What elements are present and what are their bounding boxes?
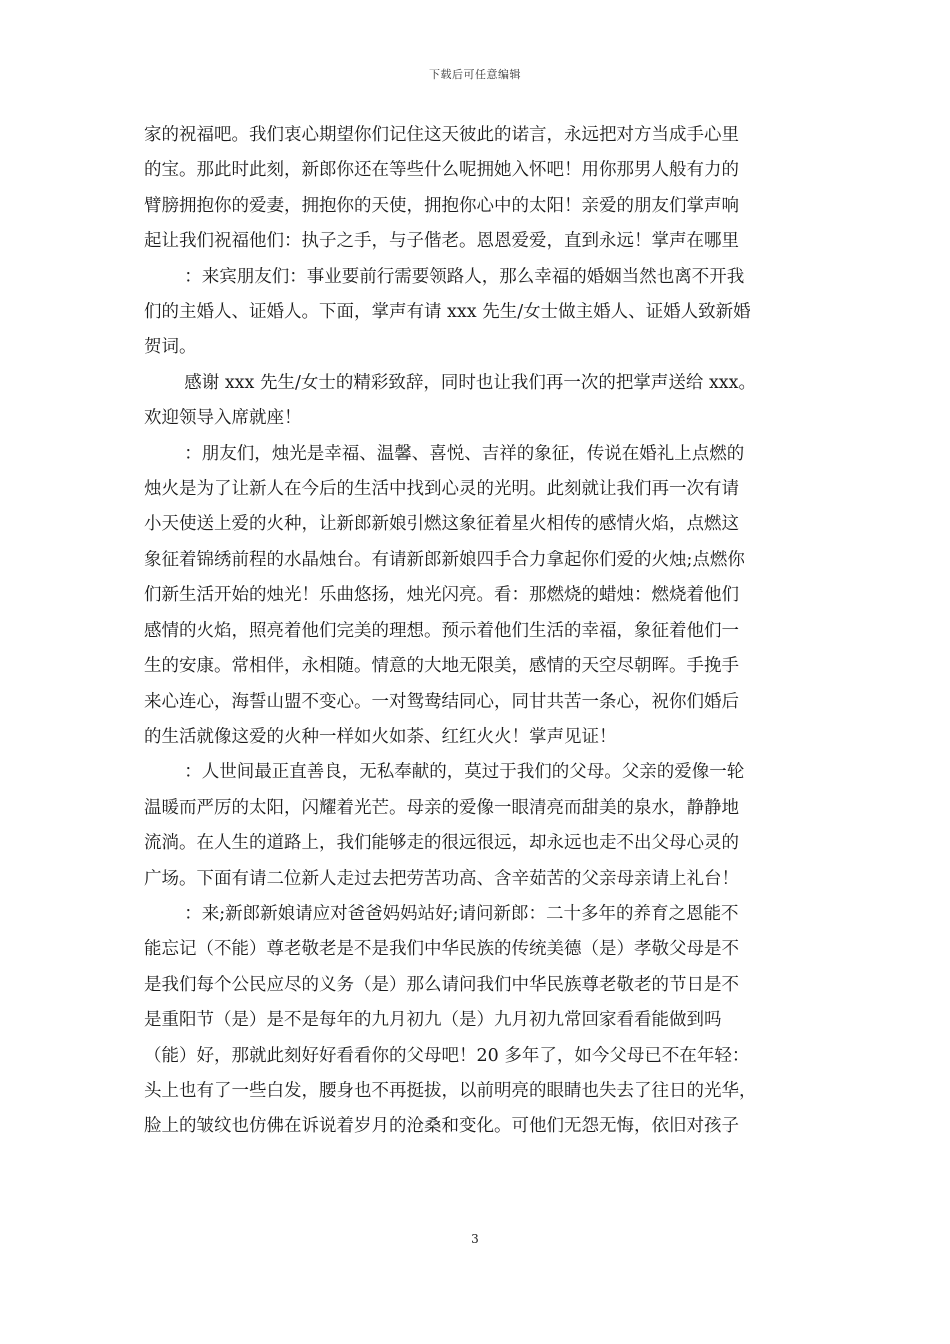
text-line: 起让我们祝福他们：执子之手，与子偕老。恩恩爱爱，直到永远！掌声在哪里 [144,231,739,252]
text-line: 脸上的皱纹也仿佛在诉说着岁月的沧桑和变化。可他们无怨无悔，依旧对孩子 [144,1116,739,1137]
text-line: 是重阳节（是）是不是每年的九月初九（是）九月初九常回家看看能做到吗 [144,1010,722,1031]
text-line: 温暖而严厉的太阳，闪耀着光芒。母亲的爱像一眼清亮而甜美的泉水，静静地 [144,797,739,818]
paragraph [144,366,812,437]
text-line: ：人世间最正直善良，无私奉献的，莫过于我们的父母。父亲的爱像一轮 [184,762,745,783]
text-line: 的生活就像这爱的火种一样如火如荼、红红火火！掌声见证！ [144,726,617,747]
text-line: 来心连心，海誓山盟不变心。一对鸳鸯结同心，同甘共苦一条心，祝你们婚后 [144,691,739,712]
text-line: 烛火是为了让新人在今后的生活中找到心灵的光明。此刻就让我们再一次有请 [144,479,739,500]
text-line: 感谢 xxx 先生/女士的精彩致辞，同时也让我们再一次的把掌声送给 xxx。 [184,372,757,393]
text-line: 小天使送上爱的火种，让新郎新娘引燃这象征着星火相传的感情火焰，点燃这 [144,514,739,535]
paragraph [144,897,812,1145]
text-line: 们新生活开始的烛光！乐曲悠扬，烛光闪亮。看：那燃烧的蜡烛：燃烧着他们 [144,585,739,606]
text-line: 欢迎领导入席就座！ [144,408,302,429]
text-line: 流淌。在人生的道路上，我们能够走的很远很远，却永远也走不出父母心灵的 [144,833,739,854]
text-line: 生的安康。常相伴，永相随。情意的大地无限美，感情的天空尽朝晖。手挽手 [144,656,739,677]
text-line: 广场。下面有请二位新人走过去把劳苦功高、含辛茹苦的父亲母亲请上礼台！ [144,868,739,889]
text-line: 象征着锦绣前程的水晶烛台。有请新郎新娘四手合力拿起你们爱的火烛;点燃你 [144,549,745,570]
text-line: 臂膀拥抱你的爱妻，拥抱你的天使，拥抱你心中的太阳！亲爱的朋友们掌声响 [144,195,739,216]
text-line: （能）好，那就此刻好好看看你的父母吧！20 多年了，如今父母已不在年轻： [144,1045,750,1066]
page-header: 下载后可任意编辑 [429,68,521,81]
text-line: 是我们每个公民应尽的义务（是）那么请问我们中华民族尊老敬老的节日是不 [144,974,739,995]
text-line: ：来;新郎新娘请应对爸爸妈妈站好;请问新郎：二十多年的养育之恩能不 [184,903,739,924]
text-line: 家的祝福吧。我们衷心期望你们记住这天彼此的诺言，永远把对方当成手心里 [144,125,739,145]
paragraph [144,437,812,756]
text-line: 贺词。 [144,337,197,358]
text-line: 们的主婚人、证婚人。下面，掌声有请 xxx 先生/女士做主婚人、证婚人致新婚 [144,302,751,323]
paragraph [144,755,812,897]
text-line: 头上也有了一些白发，腰身也不再挺拔，以前明亮的眼睛也失去了往日的光华， [144,1080,757,1101]
paragraph [144,118,812,260]
text-line: 感情的火焰，照亮着他们完美的理想。预示着他们生活的幸福，象征着他们一 [144,620,739,641]
text-line: ：来宾朋友们：事业要前行需要领路人，那么幸福的婚姻当然也离不开我 [184,266,745,287]
paragraph [144,260,812,366]
text-line: 能忘记（不能）尊老敬老是不是我们中华民族的传统美德（是）孝敬父母是不 [144,939,739,960]
page-number: 3 [471,1232,479,1246]
text-line: ：朋友们，烛光是幸福、温馨、喜悦、吉祥的象征，传说在婚礼上点燃的 [184,443,745,464]
text-line: 的宝。那此时此刻，新郎你还在等些什么呢拥她入怀吧！用你那男人般有力的 [144,160,739,181]
document-body [144,118,812,1145]
